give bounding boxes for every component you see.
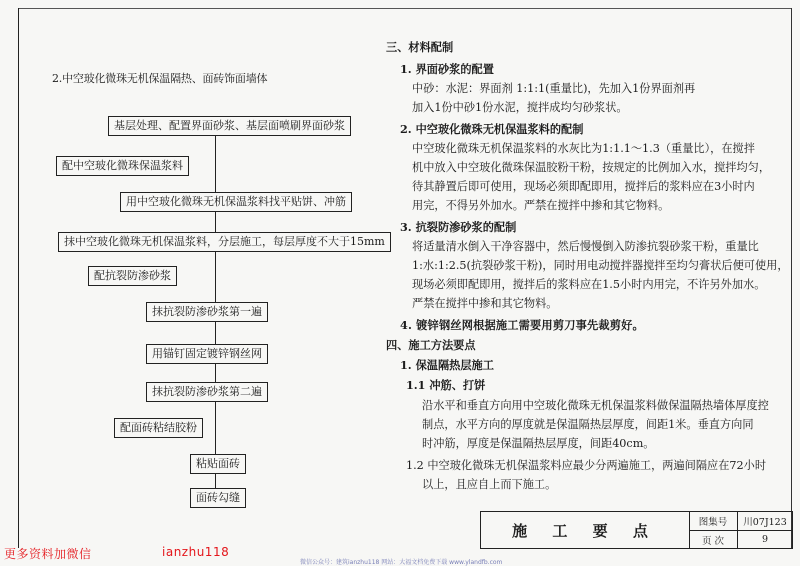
page-number: 9 — [761, 534, 769, 545]
flow-step-11: 面砖勾缝 — [190, 488, 246, 508]
flow-step-10: 粘贴面砖 — [190, 454, 246, 474]
s3-1-line-2: 加入1份中砂1份水泥，搅拌成均匀砂浆状。 — [412, 101, 628, 114]
section-3-heading: 三、材料配制 — [386, 40, 454, 54]
s4-1-1-line-1: 沿水平和垂直方向用中空玻化微珠无机保温浆料做保温隔热墙体厚度控 — [422, 399, 769, 412]
page-number-label: 页 次 — [701, 535, 725, 547]
s4-1-2-line-2: 以上，且应自上而下施工。 — [422, 478, 557, 491]
flow-step-2: 配中空玻化微珠保温浆料 — [56, 156, 189, 176]
s3-2-line-4: 用完，不得另外加水。严禁在搅拌中掺和其它物料。 — [412, 199, 670, 212]
flow-step-1: 基层处理、配置界面砂浆、基层面喷刷界面砂浆 — [108, 116, 351, 136]
s3-3-heading: 3. 抗裂防渗砂浆的配制 — [400, 220, 517, 234]
s4-1-1-line-2: 制点，水平方向的厚度就是保温隔热层厚度，间距1米。垂直方向同 — [422, 418, 754, 431]
flowchart-title: 2.中空玻化微珠无机保温隔热、面砖饰面墙体 — [52, 72, 268, 85]
section-4-heading: 四、施工方法要点 — [386, 338, 476, 352]
s3-2-line-1: 中空玻化微珠无机保温浆料的水灰比为1:1.1～1.3（重量比），在搅拌 — [412, 142, 755, 155]
flow-step-5: 配抗裂防渗砂浆 — [88, 266, 177, 286]
s3-3-line-4: 严禁在搅拌中掺和其它物料。 — [412, 297, 558, 310]
s3-2-heading: 2. 中空玻化微珠无机保温浆料的配制 — [400, 122, 584, 136]
flow-step-3: 用中空玻化微珠无机保温浆料找平贴饼、冲筋 — [120, 192, 352, 212]
s3-3-line-1: 将适量清水倒入干净容器中，然后慢慢倒入防渗抗裂砂浆干粉，重量比 — [412, 240, 759, 253]
watermark-left: 更多资料加微信 — [4, 547, 92, 561]
title-block — [480, 511, 793, 549]
s4-1-heading: 1. 保温隔热层施工 — [400, 358, 494, 372]
frame-right-border — [791, 8, 792, 548]
footer-note: 微信公众号：建筑ianzhu118 网站：大福文档免费下载 www.ylandfb.com — [300, 559, 503, 566]
s3-3-line-2: 1:水:1:2.5(抗裂砂浆干粉)，同时用电动搅拌器搅拌至均匀膏状后便可使用， — [412, 259, 789, 272]
watermark-right: ianzhu118 — [162, 545, 230, 559]
title-block-title: 施 工 要 点 — [481, 512, 690, 548]
s3-1-line-1: 中砂：水泥：界面剂 1:1:1(重量比)，先加入1份界面剂再 — [412, 82, 696, 95]
flow-step-9: 配面砖粘结胶粉 — [114, 418, 203, 438]
flow-step-7: 用锚钉固定镀锌钢丝网 — [146, 344, 268, 364]
flow-step-8: 抹抗裂防渗砂浆第二遍 — [146, 382, 268, 402]
s4-1-1-heading: 1.1 冲筋、打饼 — [406, 378, 486, 392]
frame-top-border — [18, 8, 792, 9]
flow-step-6: 抹抗裂防渗砂浆第一遍 — [146, 302, 268, 322]
s3-2-line-2: 机中放入中空玻化微珠保温胶粉干粉，按规定的比例加入水，搅拌均匀， — [412, 161, 771, 174]
s4-1-1-line-3: 时冲筋，厚度是保温隔热层厚度，间距40cm。 — [422, 437, 655, 450]
s3-3-line-3: 现场必须即配即用，搅拌后的浆料应在1.5小时内用完，不许另外加水。 — [412, 278, 766, 291]
s3-1-heading: 1. 界面砂浆的配置 — [400, 62, 494, 76]
s3-4-line: 4. 镀锌钢丝网根据施工需要用剪刀事先裁剪好。 — [400, 318, 644, 332]
atlas-number-label: 图集号 — [698, 517, 728, 528]
s4-1-2-line-1: 1.2 中空玻化微珠无机保温浆料应最少分两遍施工，两遍间隔应在72小时 — [406, 459, 767, 472]
flow-step-4: 抹中空玻化微珠无机保温浆料，分层施工，每层厚度不大于15mm — [58, 232, 391, 252]
s3-2-line-3: 待其静置后即可使用，现场必须即配即用，搅拌后的浆料应在3小时内 — [412, 180, 755, 193]
atlas-number: 川07J123 — [743, 517, 787, 528]
frame-left-border — [18, 8, 19, 548]
